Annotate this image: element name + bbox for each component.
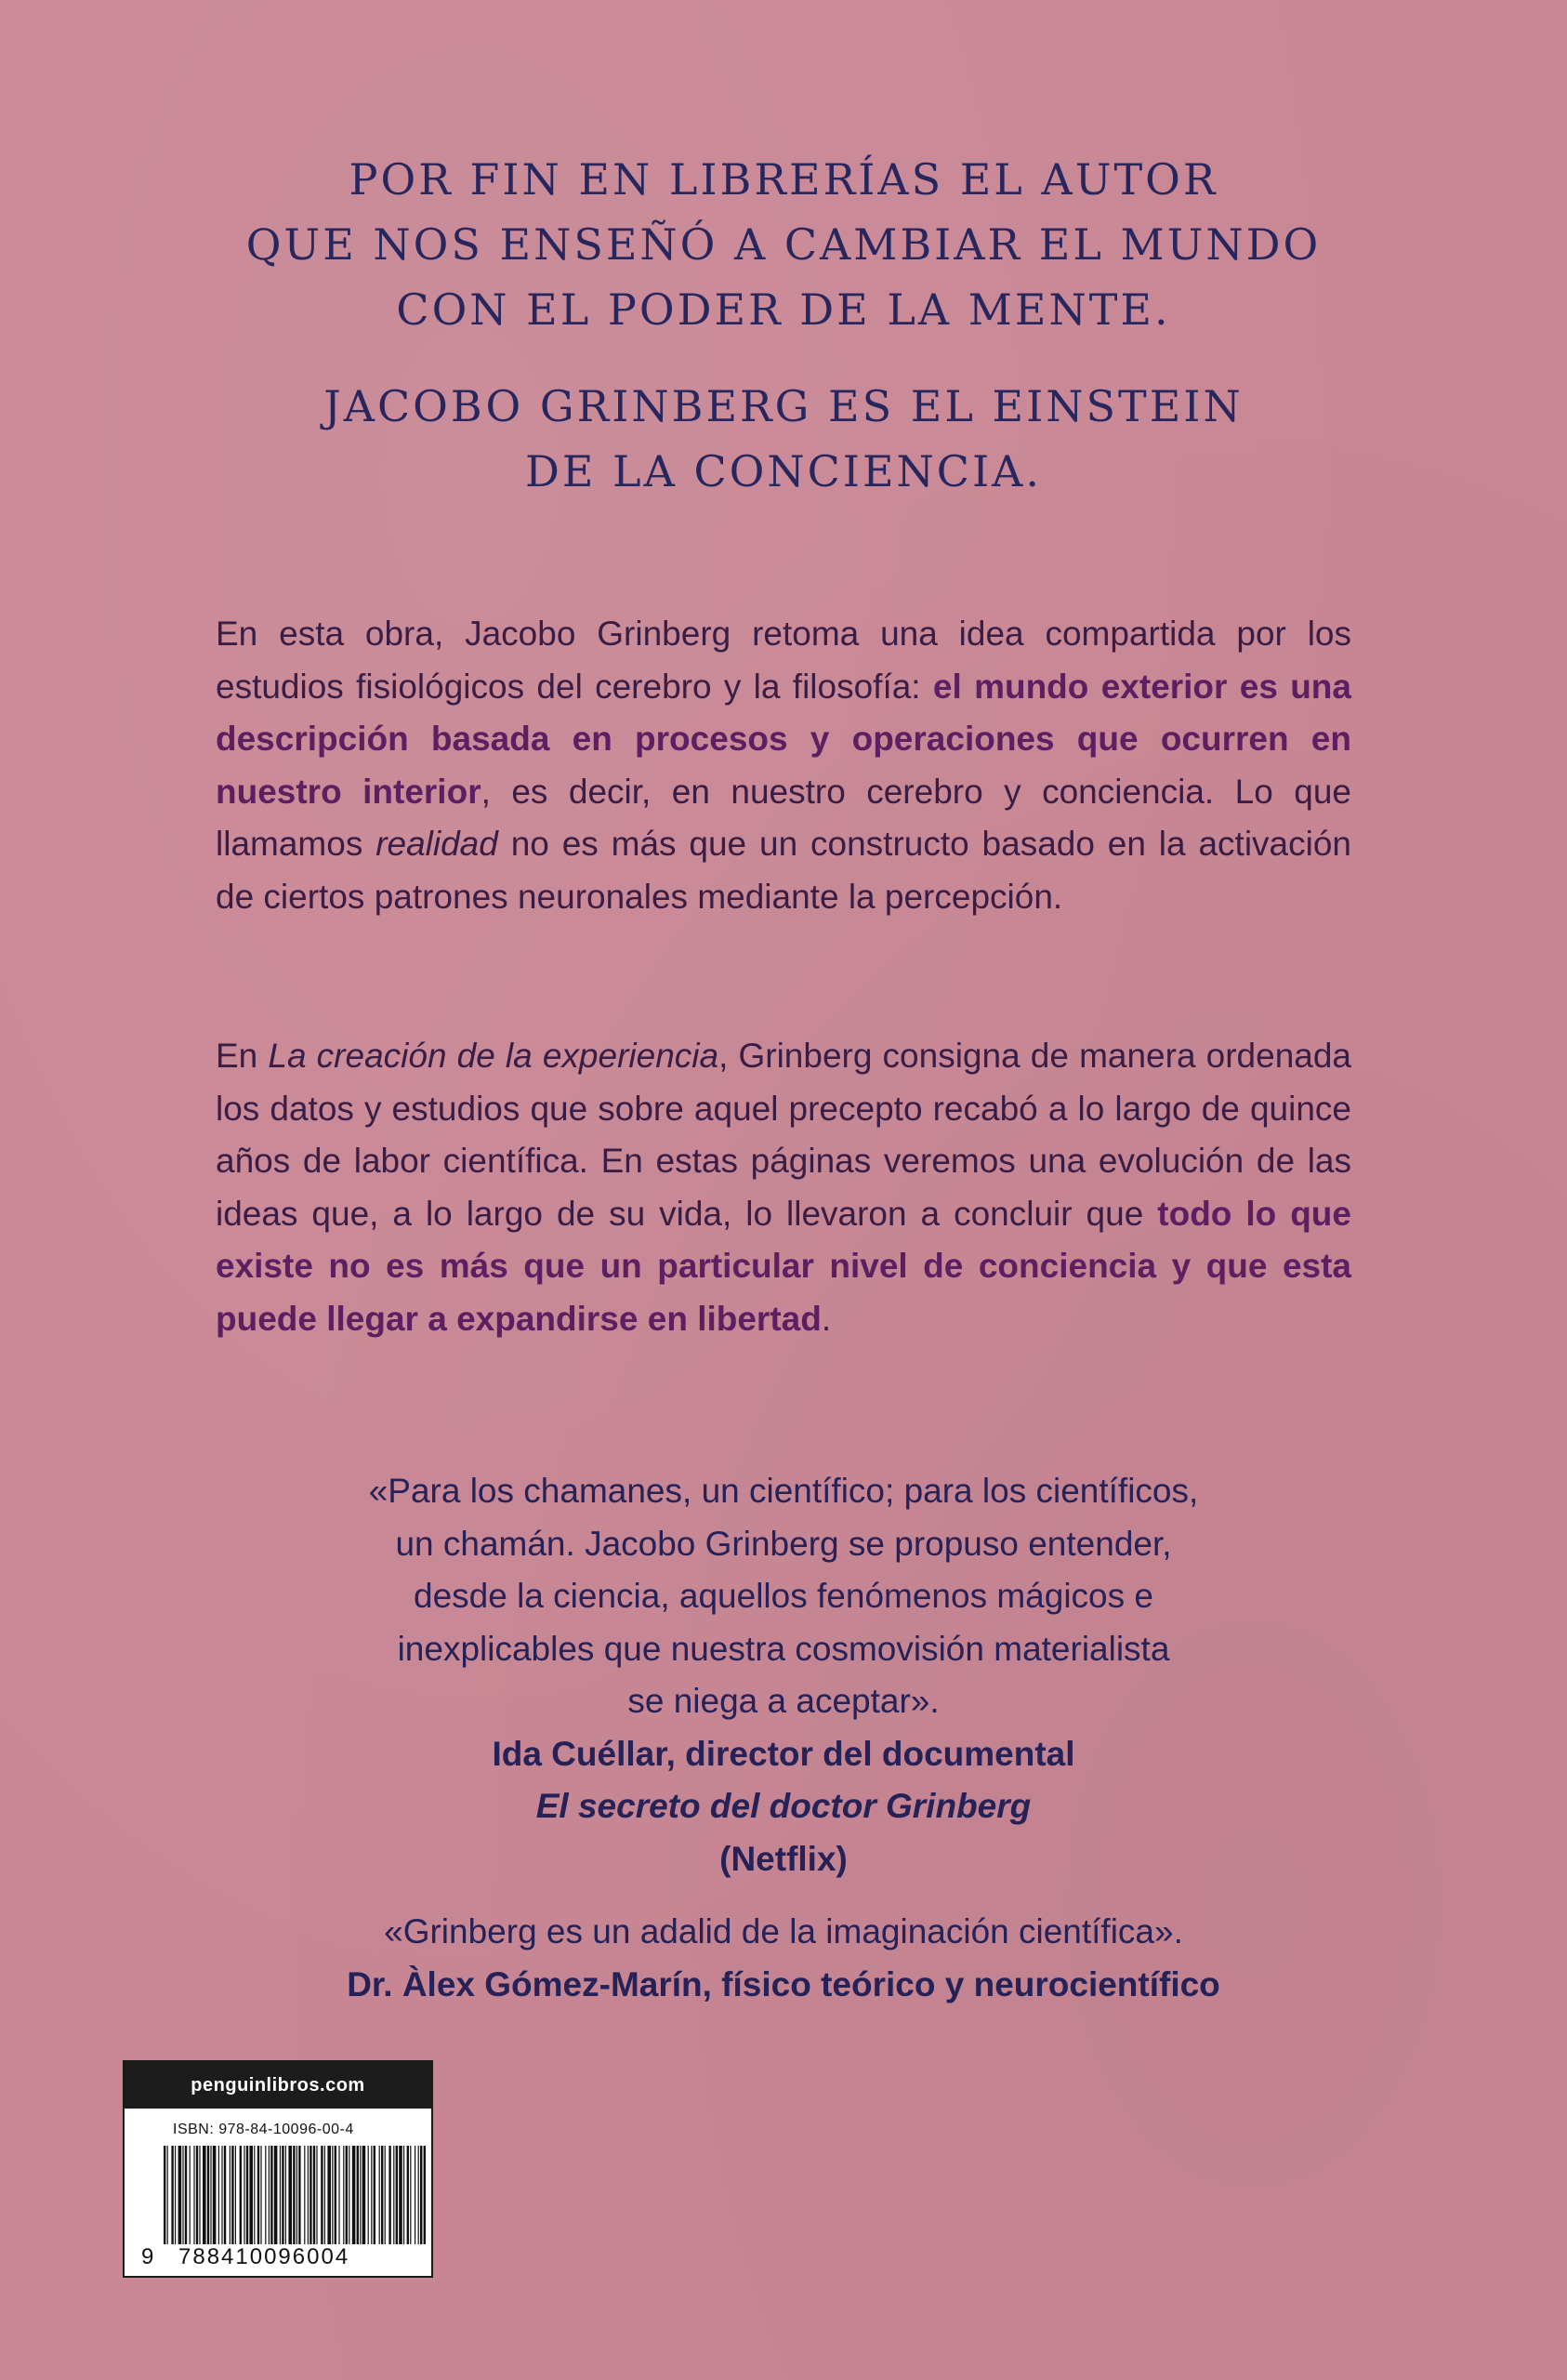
synopsis-paragraph-1 bbox=[216, 608, 1351, 923]
barcode-bar bbox=[221, 2146, 222, 2244]
barcode-bar bbox=[362, 2146, 366, 2244]
barcode-bar bbox=[368, 2146, 369, 2244]
blurb-2-attribution: Dr. Àlex Gómez-Marín, físico teórico y neurocientífico bbox=[347, 1964, 1220, 2003]
barcode-bar bbox=[182, 2146, 183, 2244]
barcode-bar bbox=[343, 2146, 344, 2244]
barcode-bar bbox=[231, 2146, 233, 2244]
blurb-1-line-2: un chamán. Jacobo Grinberg se propuso entender, bbox=[395, 1524, 1172, 1563]
blurb-1-line-1: «Para los chamanes, un científico; para los científicos, bbox=[368, 1472, 1199, 1510]
barcode-bar bbox=[335, 2146, 336, 2244]
barcode-bar bbox=[407, 2146, 409, 2244]
barcode-bar bbox=[207, 2146, 209, 2244]
barcode-bar bbox=[269, 2146, 270, 2244]
documentary-title: El secreto del doctor Grinberg bbox=[535, 1787, 1032, 1825]
headline-top-line-1: POR FIN EN LIBRERÍAS EL AUTOR bbox=[349, 154, 1218, 205]
blurb-2-text: «Grinberg es un adalid de la imaginación científica». bbox=[384, 1912, 1183, 1950]
barcode-first-digit: 9 bbox=[141, 2244, 154, 2269]
barcode-bar bbox=[346, 2146, 348, 2244]
barcode-bar bbox=[164, 2146, 165, 2244]
barcode-bar bbox=[167, 2146, 168, 2244]
barcode-bar bbox=[196, 2146, 198, 2244]
barcode-bar bbox=[379, 2146, 380, 2244]
p2-text-a: En bbox=[216, 1037, 269, 1075]
barcode-bar bbox=[265, 2146, 266, 2244]
barcode-bar bbox=[260, 2146, 261, 2244]
barcode-bar bbox=[321, 2146, 323, 2244]
blurb-alex-gomez-marin bbox=[186, 1906, 1381, 2011]
barcode-bar bbox=[190, 2146, 191, 2244]
blurb-1-line-4: inexplicables que nuestra cosmovisión materialista bbox=[397, 1629, 1170, 1668]
blurb-1-line-5: se niega a aceptar». bbox=[627, 1682, 940, 1720]
p1-text-c: , es decir, en nuestro cerebro y conciencia. Lo que llamamos bbox=[216, 772, 1351, 863]
barcode-bar bbox=[240, 2146, 242, 2244]
barcode-bar bbox=[285, 2146, 286, 2244]
barcode-bars bbox=[164, 2146, 426, 2244]
barcode-digit-group: 788410096004 bbox=[178, 2244, 350, 2269]
barcode-bar bbox=[399, 2146, 402, 2244]
documentary-platform: (Netflix) bbox=[719, 1839, 848, 1878]
barcode-bar bbox=[288, 2146, 292, 2244]
barcode-bar bbox=[210, 2146, 211, 2244]
barcode-bar bbox=[388, 2146, 390, 2244]
barcode-digits bbox=[141, 2244, 426, 2272]
barcode-bar bbox=[313, 2146, 315, 2244]
barcode-bar bbox=[280, 2146, 281, 2244]
blurb-1-line-3: desde la ciencia, aquellos fenómenos mágicos e bbox=[414, 1577, 1153, 1615]
barcode-bar bbox=[254, 2146, 255, 2244]
p2-bold-conclusion: todo lo que existe no es más que un particular nivel de conciencia y que esta puede llegar a expandirse en libertad bbox=[216, 1194, 1351, 1338]
barcode-bar bbox=[357, 2146, 359, 2244]
barcode-bar bbox=[385, 2146, 386, 2244]
headline-einstein-line-2: DE LA CONCIENCIA. bbox=[524, 446, 1043, 496]
barcode-bar bbox=[410, 2146, 411, 2244]
barcode-bar bbox=[171, 2146, 173, 2244]
barcode-bar bbox=[293, 2146, 295, 2244]
barcode-bar bbox=[338, 2146, 339, 2244]
barcode-bar bbox=[224, 2146, 226, 2244]
barcode-bar bbox=[327, 2146, 331, 2244]
barcode-bar bbox=[374, 2146, 375, 2244]
barcode-bar bbox=[282, 2146, 283, 2244]
synopsis-paragraph-2 bbox=[216, 1030, 1351, 1345]
p2-italic-book-title: La creación de la experiencia bbox=[268, 1037, 719, 1075]
barcode-bar bbox=[185, 2146, 187, 2244]
p2-text-c: , Grinberg consigna de manera ordenada los datos y estudios que sobre aquel precepto recabó a lo largo de quince años de labor científica. En estas páginas veremos una evolución de las ideas que, a lo largo de su vida, lo llevaron a concluir que bbox=[216, 1037, 1352, 1233]
barcode-bar bbox=[213, 2146, 217, 2244]
barcode-bar bbox=[393, 2146, 394, 2244]
barcode-bar bbox=[424, 2146, 426, 2244]
barcode-bar bbox=[296, 2146, 297, 2244]
headline-einstein bbox=[186, 374, 1381, 504]
p1-bold-claim: el mundo exterior es una descripción basada en procesos y operaciones que ocurren en nuestro interior bbox=[216, 667, 1351, 811]
barcode-bar bbox=[235, 2146, 236, 2244]
isbn-number: ISBN: 978-84-10096-00-4 bbox=[173, 2122, 354, 2137]
p2-text-e: . bbox=[821, 1299, 832, 1338]
barcode-bar bbox=[304, 2146, 305, 2244]
barcode-bar bbox=[324, 2146, 325, 2244]
barcode-bar bbox=[308, 2146, 309, 2244]
p1-italic-realidad: realidad bbox=[375, 825, 498, 863]
barcode-bar bbox=[381, 2146, 383, 2244]
p1-text-e: no es más que un constructo basado en la activación de ciertos patrones neuronales mediante la percepción. bbox=[216, 825, 1351, 916]
barcode-bar bbox=[298, 2146, 300, 2244]
barcode-bar bbox=[420, 2146, 422, 2244]
headline-top-line-2: QUE NOS ENSEÑÓ A CAMBIAR EL MUNDO bbox=[245, 219, 1322, 270]
barcode-bar bbox=[203, 2146, 206, 2244]
barcode-bar bbox=[418, 2146, 419, 2244]
barcode-bar bbox=[332, 2146, 333, 2244]
barcode-bar bbox=[309, 2146, 311, 2244]
barcode-bar bbox=[352, 2146, 356, 2244]
blurb-1-attribution-source bbox=[186, 1780, 1381, 1885]
barcode-bar bbox=[178, 2146, 182, 2244]
barcode-bar bbox=[316, 2146, 317, 2244]
barcode-bar bbox=[249, 2146, 253, 2244]
barcode-bar bbox=[199, 2146, 200, 2244]
blurb-ida-cuellar bbox=[186, 1465, 1381, 1885]
barcode-bar bbox=[396, 2146, 398, 2244]
headline-top-line-3: CON EL PODER DE LA MENTE. bbox=[396, 284, 1171, 335]
barcode-bar bbox=[218, 2146, 219, 2244]
blurb-1-attribution: Ida Cuéllar, director del documental bbox=[492, 1734, 1075, 1773]
barcode-bar bbox=[274, 2146, 278, 2244]
barcode-bar bbox=[257, 2146, 259, 2244]
barcode-bar bbox=[175, 2146, 176, 2244]
barcode-bar bbox=[193, 2146, 194, 2244]
headline-top bbox=[186, 147, 1381, 342]
barcode-bar bbox=[403, 2146, 404, 2244]
isbn-barcode-label bbox=[123, 2060, 433, 2278]
p1-text-a: En esta obra, Jacobo Grinberg retoma una idea compartida por los estudios fisiológicos del cerebro y la filosofía: bbox=[216, 615, 1351, 706]
headline-einstein-line-1: JACOBO GRINBERG ES EL EINSTEIN bbox=[323, 381, 1244, 431]
barcode-bar bbox=[360, 2146, 361, 2244]
barcode-bar bbox=[371, 2146, 372, 2244]
publisher-website: penguinlibros.com bbox=[125, 2062, 431, 2109]
barcode-bar bbox=[246, 2146, 248, 2244]
barcode-bar bbox=[270, 2146, 272, 2244]
